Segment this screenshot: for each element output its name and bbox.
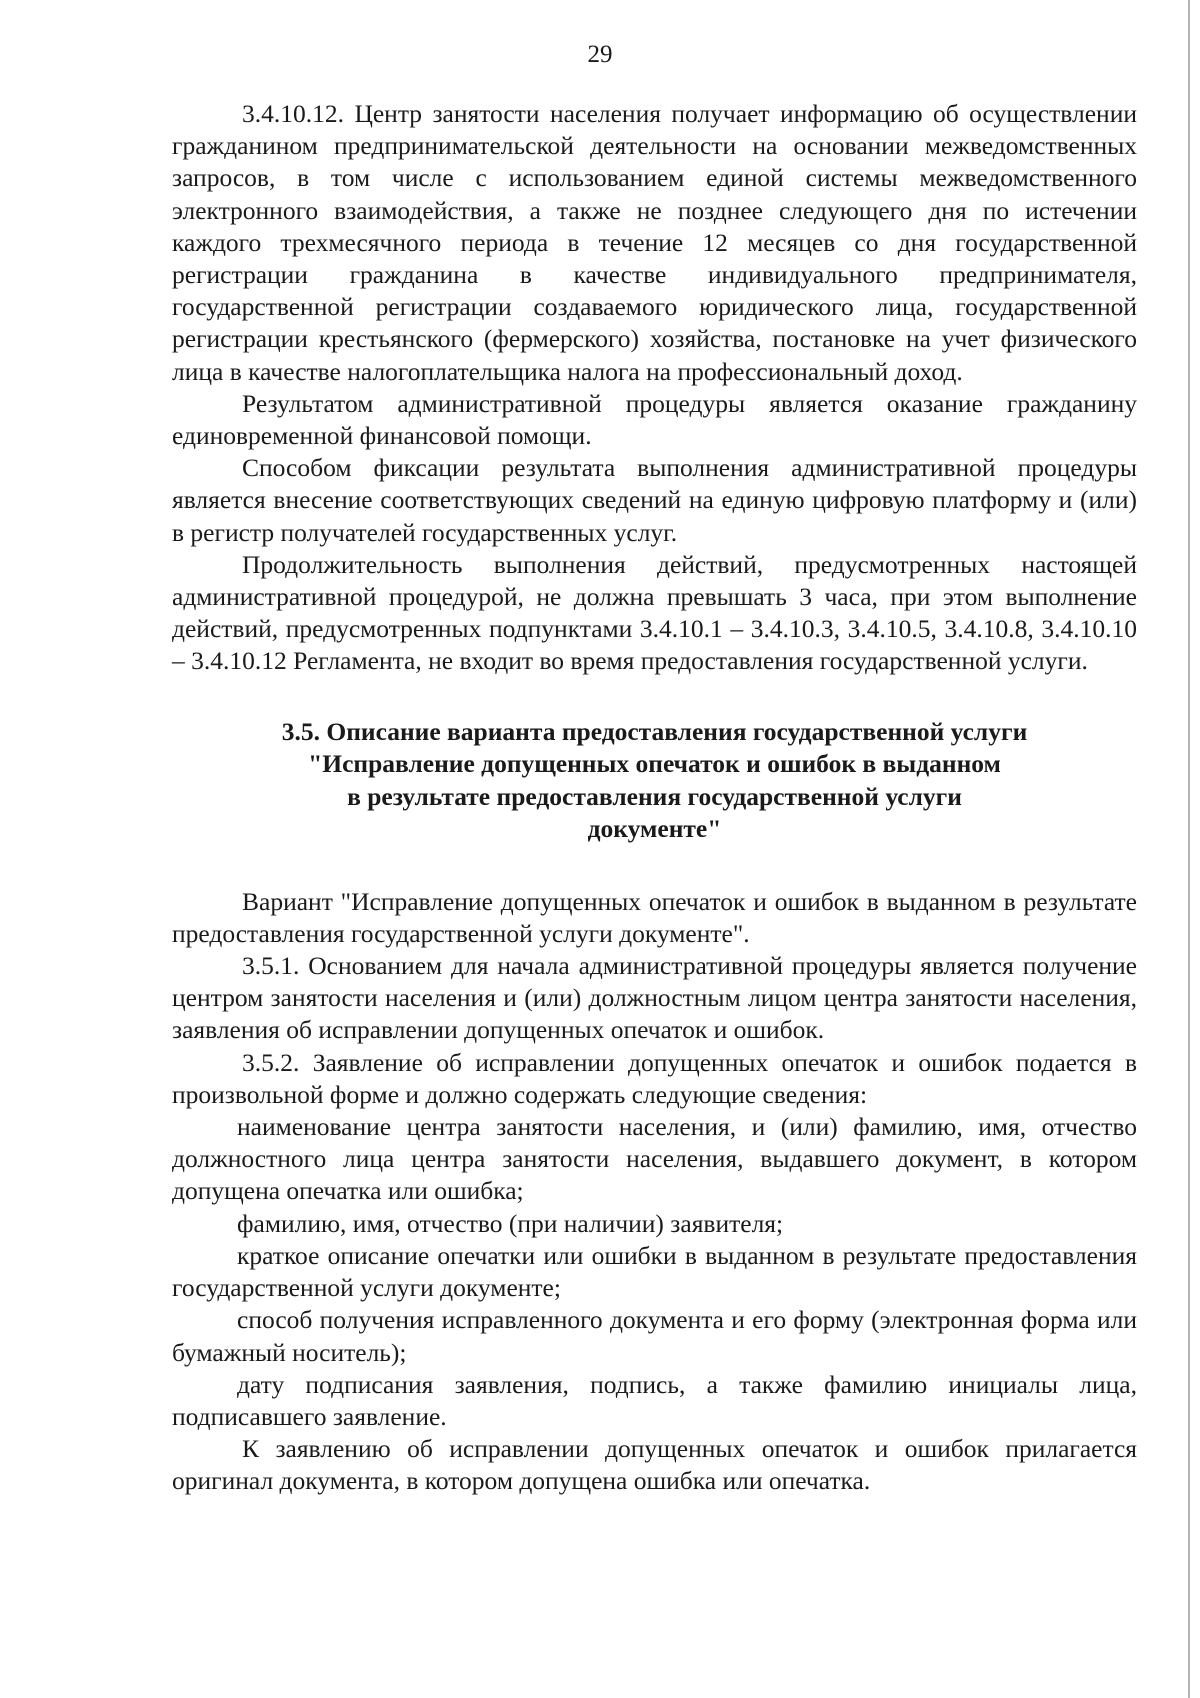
paragraph-3-5-2: 3.5.2. Заявление об исправлении допущенных опечаток и ошибок подается в произвольной форме и должно содержать следующие сведения: (172, 1047, 1137, 1109)
paragraph-3-4-10-12: 3.4.10.12. Центр занятости населения получает информацию об осуществлении гражданином предпринимательской деятельности на основании межведомственных запросов, в том числе с использованием единой системы межведомственного электронного взаимодействия, а также не позднее следующего дня по истечении каждого трехмесячного периода в течение 12 месяцев со дня государственной регистрации гражданина в качестве индивидуального предпринимателя, государственной регистрации создаваемого юридического лица, государственной регистрации крестьянского (фермерского) хозяйства, постановке на учет физического лица в качестве налогоплательщика налога на профессиональный доход. (172, 99, 1137, 386)
heading-line: документе" (587, 814, 722, 844)
list-item: наименование центра занятости населения, и (или) фамилию, имя, отчество должностного лица центра занятости населения, выдавшего документ, в котором допущена опечатка или ошибка; (172, 1112, 1137, 1206)
page-number: 29 (587, 41, 613, 68)
paragraph-fixation: Способом фиксации результата выполнения административной процедуры является внесение соответствующих сведений на единую цифровую платформу и (или) в регистр получателей государственных услуг. (172, 453, 1137, 547)
paragraph-duration: Продолжительность выполнения действий, предусмотренных настоящей административной процедурой, не должна превышать 3 часа, при этом выполнение действий, предусмотренных подпунктами 3.4.10.1 – 3.4.10.3, 3.4.10.5, 3.4.10.8, 3.4.10.10 – 3.4.10.12 Регламента, не входит во время предоставления государственной услуги. (172, 549, 1137, 676)
heading-line: "Исправление допущенных опечаток и ошибок в выданном (308, 749, 1001, 779)
paragraph-result: Результатом административной процедуры является оказание гражданину единовременной финансовой помощи. (172, 388, 1137, 451)
list-item: фамилию, имя, отчество (при наличии) заявителя; (237, 1208, 784, 1238)
paragraph-variant: Вариант "Исправление допущенных опечаток и ошибок в выданном в результате предоставления государственной услуги документе". (172, 886, 1137, 948)
paragraph-3-5-1: 3.5.1. Основанием для начала административной процедуры является получение центром занятости населения и (или) должностным лицом центра занятости населения, заявления об исправлении допущенных опечаток и ошибок. (172, 951, 1137, 1045)
list-item: дату подписания заявления, подпись, а также фамилию инициалы лица, подписавшего заявление. (172, 1369, 1137, 1431)
section-heading-3-5 (172, 716, 1137, 846)
paragraph-closing: К заявлению об исправлении допущенных опечаток и ошибок прилагается оригинал документа, в котором допущена ошибка или опечатка. (172, 1434, 1137, 1496)
list-item: способ получения исправленного документа и его форму (электронная форма или бумажный носитель); (172, 1305, 1137, 1367)
list-item: краткое описание опечатки или ошибки в выданном в результате предоставления государственной услуги документе; (172, 1240, 1137, 1303)
scan-edge-line (1188, 0, 1190, 1698)
heading-line: 3.5. Описание варианта предоставления государственной услуги (281, 716, 1028, 746)
heading-line: в результате предоставления государственной услуги (347, 781, 962, 811)
document-body (172, 98, 1137, 1498)
